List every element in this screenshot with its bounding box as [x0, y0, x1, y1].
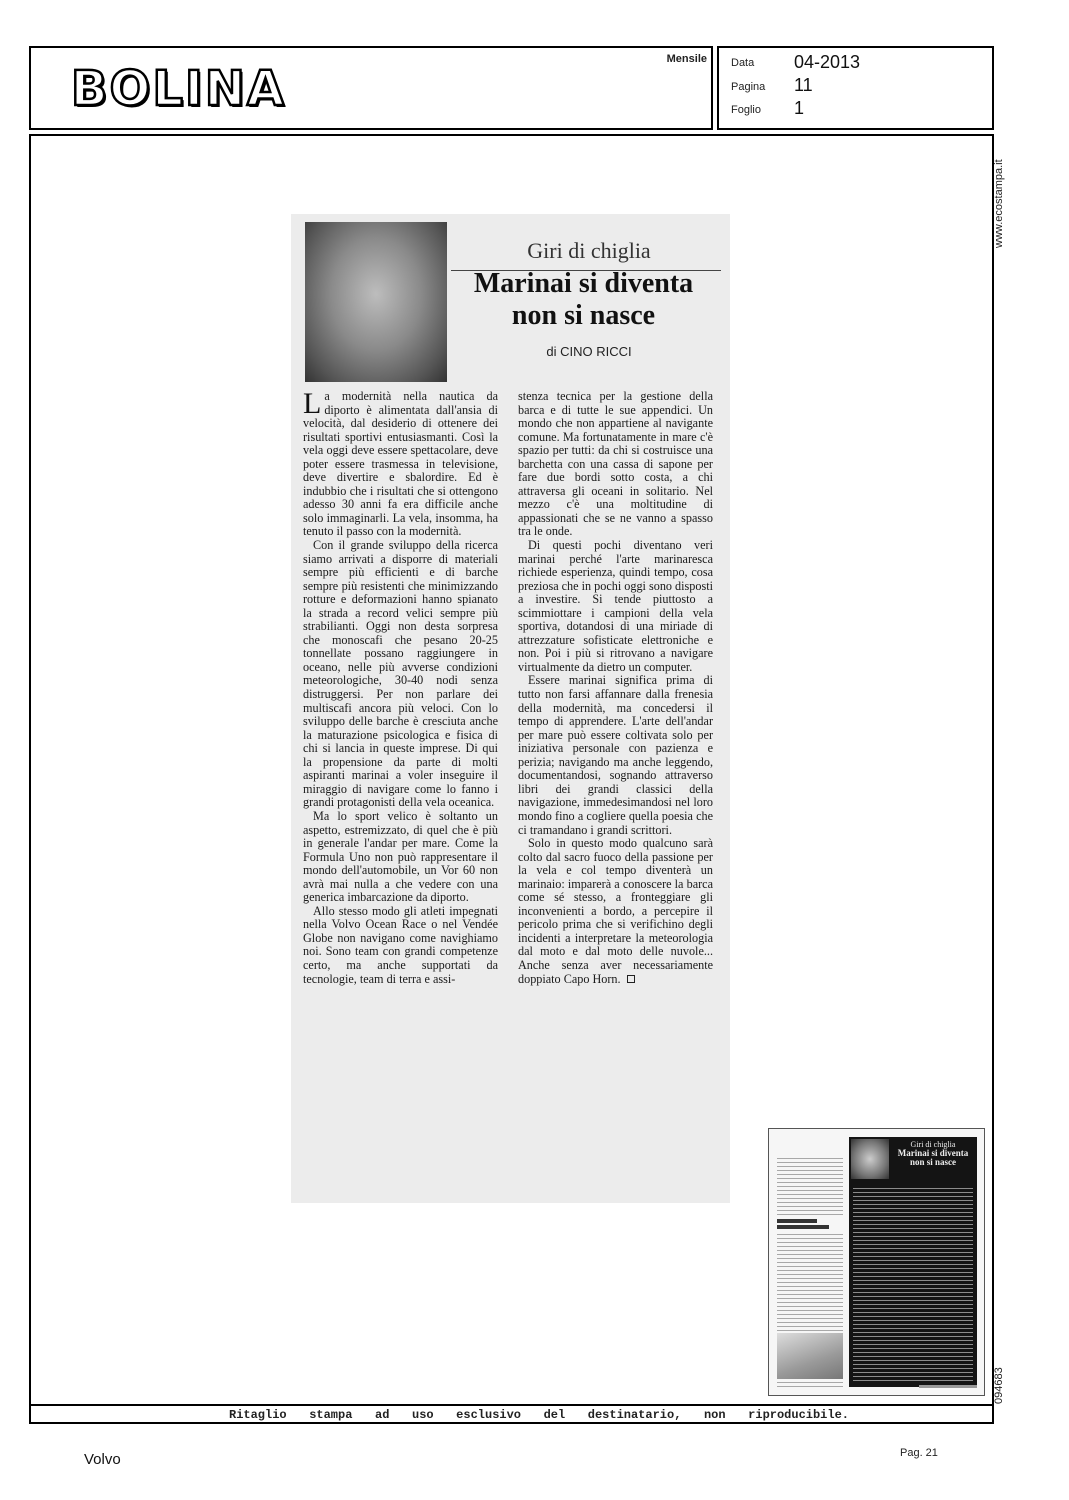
thumbnail-rubric: Giri di chiglia	[910, 1140, 956, 1149]
sheet-label: Foglio	[731, 104, 761, 116]
disclaimer-text: Ritaglio stampa ad uso esclusivo del destinatario, non riproducibile.	[229, 1408, 849, 1422]
paragraph-final-text: Solo in questo modo qualcuno sarà colto dal sacro fuoco della passione per la vela e col tempo diventerà un marinaio: imparerà a conoscere la barca come sé stesso, a fronteggiare gli inconvenienti a bordo, a percepire il pericolo prima che si verifichino degli incidenti a interpretare la meteorologia dal moto e dal moto delle nuvole... Anche senza aver necessariamente doppiato Capo Horn.	[518, 836, 713, 986]
page-number: Pag. 21	[900, 1447, 938, 1459]
article-byline: di CINO RICCI	[546, 344, 632, 359]
paragraph: Con il grande sviluppo della ricerca siamo arrivati a disporre di materiali sempre più efficienti e di barche sempre più resistenti che minimizzando rotture e deformazioni hanno spianato la strada a record velici sempre più strabilianti. Oggi non desta sorpresa che monoscafi che pesano 20-25 tonnellate possano raggiungere in oceano, nelle più avverse condizioni meteorologiche, 30-40 nodi senza distruggersi. Per non parlare dei multiscafi ancora più veloci. Con lo sviluppo delle barche è cresciuta anche la maturazione psicologica e fisica di chi si lancia in queste imprese. Di qui la propensione da parte di molti aspiranti marinai a voler inseguire il miraggio di navigare come lo fanno i grandi protagonisti della vela oceanica.	[303, 538, 498, 810]
footer-bar	[29, 1404, 994, 1426]
column-rubric: Giri di chiglia	[527, 238, 651, 263]
clipping-code: 094683	[993, 1367, 1005, 1404]
paragraph: stenza tecnica per la gestione della barca e di tutte le sue appendici. Un mondo che non appartiene al navigante comune. Ma fortunatamente in mare c'è spazio per tutti: da chi si costruisce una barchetta con una cassa di sapone per fare due bordi sotto costa, a chi attraversa gli oceani in solitario. Nel mezzo c'è una moltitudine di appassionati che se ne vanno a spasso tra le onde.	[518, 389, 713, 539]
page-value: 11	[794, 75, 813, 95]
headline-line-1: Marinai si diventa	[473, 268, 694, 299]
article-clipping	[291, 214, 730, 1203]
page-label: Pagina	[731, 81, 766, 93]
sheet-value: 1	[794, 98, 805, 118]
thumbnail-headline	[891, 1149, 975, 1167]
masthead-box	[29, 46, 713, 130]
logo-text: BOLINA	[70, 61, 287, 117]
page-thumbnail	[768, 1128, 985, 1396]
source-url: www.ecostampa.it	[993, 159, 1005, 248]
article-column-right	[518, 390, 713, 986]
periodicity-label: Mensile	[666, 53, 707, 65]
end-mark-icon	[627, 975, 635, 983]
bolina-logo	[55, 61, 302, 117]
author-photo	[305, 222, 447, 382]
paragraph: Essere marinai significa prima di tutto non farsi affannare dalla frenesia della modernità, ma concedersi il tempo di apprendere. L'arte dell'andar per mare può essere coltivata solo per iniziativa personale con pazienza e perizia; navigando ma anche leggendo, documentandosi, sognando attraverso libri dei grandi classici della navigazione, immedesimandosi nel loro mondo fino a cogliere quella poesia che ci tramandano i grandi scrittori.	[518, 673, 713, 837]
thumbnail-article-panel	[849, 1137, 977, 1387]
paragraph: La modernità nella nautica da diporto è alimentata dall'ansia di velocità, dal desiderio di ottenere dei risultati sportivi entusiasmanti. Così la vela oggi deve essere spettacolare, deve poter essere trasmessa in televisione, deve divertire e sbalordire. Ed è indubbio che i risultati che si ottengono adesso 30 anni fa era difficile anche solo immaginarli. La vela, insomma, ha tenuto il passo con la modernità.	[303, 387, 498, 539]
thumbnail-boat-photo	[777, 1333, 843, 1379]
thumbnail-title	[891, 1140, 975, 1167]
article-column-left	[303, 387, 498, 986]
paragraph: Allo stesso modo gli atleti impegnati nella Volvo Ocean Race o nel Vendée Globe non navigano come navighiamo noi. Sono team con grandi competenze certo, ma anche supportati da tecnologie, team di terra e assi-	[303, 903, 498, 986]
thumbnail-subhead	[777, 1217, 843, 1231]
thumbnail-article-text	[853, 1185, 973, 1381]
keyword-label: Volvo	[84, 1451, 121, 1468]
paragraph: Di questi pochi diventano veri marinai perché l'arte marinaresca richiede esperienza, quindi tempo, cosa preziosa che in pochi oggi sono disposti a investire. Si tende piuttosto a scimmiottare i campioni della vela sportiva, dotandosi di una miriade di attrezzature sofisticate elettroniche e non. Poi i più si ritrovano a navigare virtualmente da dietro un computer.	[518, 538, 713, 674]
date-value: 04-2013	[794, 52, 861, 72]
headline-line-2: non si nasce	[511, 300, 656, 331]
paragraph-final	[518, 837, 713, 986]
article-headline	[441, 268, 726, 332]
paragraph: Ma lo sport velico è soltanto un aspetto, estremizzato, di quel che è più in generale l'andar per mare. Come la Formula Uno non può rappresentare il mondo dell'automobile, un Vor 60 non avrà mai nulla a che vedere con una generica imbarcazione da diporto.	[303, 808, 498, 905]
thumbnail-subhead-line	[777, 1219, 817, 1223]
metadata-box	[717, 46, 994, 130]
thumbnail-subhead-line	[777, 1225, 829, 1229]
thumbnail-caption	[919, 1385, 977, 1388]
thumbnail-headline-line-2: non si nasce	[909, 1157, 956, 1167]
thumbnail-author-photo	[851, 1139, 889, 1179]
date-label: Data	[731, 57, 755, 69]
thumbnail-headline-line-1: Marinai si diventa	[897, 1148, 969, 1158]
